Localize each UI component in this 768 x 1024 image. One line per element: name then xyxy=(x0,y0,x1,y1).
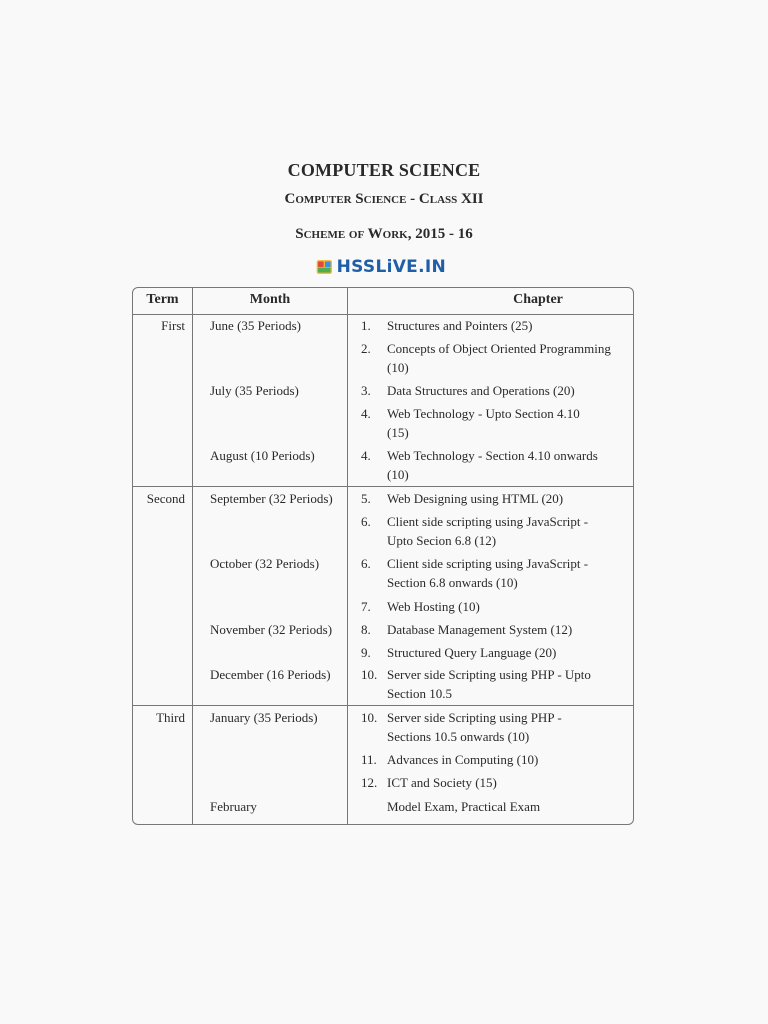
scheme-subtitle: Scheme of Work, 2015 - 16 xyxy=(295,226,473,242)
chapter-line: Web Designing using HTML (20) xyxy=(387,491,564,506)
chapter-number: 11. xyxy=(361,752,377,767)
chapter-line: Advances in Computing (10) xyxy=(387,752,539,767)
term-cell: First xyxy=(161,318,185,333)
chapter-line: Web Hosting (10) xyxy=(387,599,480,614)
header-month: Month xyxy=(249,292,291,307)
term-divider xyxy=(133,705,633,706)
chapter-number: 5. xyxy=(361,491,371,506)
chapter-line: (10) xyxy=(387,360,409,375)
chapter-text xyxy=(387,643,627,662)
month-cell: January (35 Periods) xyxy=(210,710,318,725)
class-subtitle: Computer Science - Class XII xyxy=(284,191,484,207)
term-cell: Third xyxy=(156,710,185,725)
chapter-text xyxy=(387,404,627,442)
chapter-text xyxy=(387,489,627,508)
month-cell: November (32 Periods) xyxy=(210,622,333,637)
chapter-line: Client side scripting using JavaScript - xyxy=(387,514,589,529)
chapter-text xyxy=(387,620,627,639)
hsslive-logo xyxy=(316,253,446,281)
chapter-line: Concepts of Object Oriented Programming xyxy=(387,341,611,356)
term-divider xyxy=(133,486,633,487)
logo-text: HSSLiVE.IN xyxy=(336,257,446,277)
chapter-number: 6. xyxy=(361,514,371,529)
chapter-line: (10) xyxy=(387,467,409,482)
chapter-line: Server side Scripting using PHP - xyxy=(387,710,562,725)
chapter-text xyxy=(387,750,627,769)
month-cell: June (35 Periods) xyxy=(210,318,301,333)
month-cell: September (32 Periods) xyxy=(210,491,333,506)
chapter-text xyxy=(387,665,627,703)
chapter-number: 12. xyxy=(361,775,378,790)
chapter-line: Web Technology - Upto Section 4.10 xyxy=(387,406,580,421)
chapter-number: 3. xyxy=(361,383,371,398)
header-divider xyxy=(133,314,633,315)
chapter-text xyxy=(387,554,627,592)
chapter-number: 10. xyxy=(361,667,378,682)
chapter-number: 2. xyxy=(361,341,371,356)
chapter-line: Client side scripting using JavaScript - xyxy=(387,556,589,571)
column-divider xyxy=(192,288,193,824)
scheme-table xyxy=(132,287,634,825)
chapter-line: Upto Secion 6.8 (12) xyxy=(387,533,497,548)
chapter-text xyxy=(387,773,627,792)
chapter-text xyxy=(387,381,627,400)
chapter-line: Section 6.8 onwards (10) xyxy=(387,575,518,590)
chapter-text xyxy=(387,597,627,616)
chapter-number: 6. xyxy=(361,556,371,571)
month-cell: February xyxy=(210,799,257,814)
chapter-text xyxy=(387,339,627,377)
chapter-line: Server side Scripting using PHP - Upto xyxy=(387,667,591,682)
chapter-line: Model Exam, Practical Exam xyxy=(387,799,541,814)
chapter-line: Section 10.5 xyxy=(387,686,452,701)
chapter-line: Sections 10.5 onwards (10) xyxy=(387,729,530,744)
chapter-line: Data Structures and Operations (20) xyxy=(387,383,575,398)
chapter-line: ICT and Society (15) xyxy=(387,775,497,790)
chapter-text xyxy=(387,446,627,484)
chapter-line: Structured Query Language (20) xyxy=(387,645,557,660)
header-term: Term xyxy=(146,292,179,307)
month-cell: August (10 Periods) xyxy=(210,448,315,463)
chapter-number: 8. xyxy=(361,622,371,637)
month-cell: December (16 Periods) xyxy=(210,667,331,682)
chapter-text xyxy=(387,797,627,816)
month-cell: October (32 Periods) xyxy=(210,556,320,571)
chapter-number: 4. xyxy=(361,448,371,463)
chapter-number: 4. xyxy=(361,406,371,421)
chapter-text xyxy=(387,708,627,746)
chapter-text xyxy=(387,512,627,550)
chapter-number: 1. xyxy=(361,318,371,333)
chapter-line: (15) xyxy=(387,425,409,440)
chapter-line: Web Technology - Section 4.10 onwards xyxy=(387,448,598,463)
month-cell: July (35 Periods) xyxy=(210,383,299,398)
chapter-number: 10. xyxy=(361,710,378,725)
logo-icon xyxy=(316,255,333,279)
term-cell: Second xyxy=(146,491,185,506)
page-title: COMPUTER SCIENCE xyxy=(287,160,481,180)
chapter-number: 9. xyxy=(361,645,371,660)
header-chapter: Chapter xyxy=(513,292,563,307)
chapter-line: Database Management System (12) xyxy=(387,622,573,637)
chapter-number: 7. xyxy=(361,599,371,614)
chapter-line: Structures and Pointers (25) xyxy=(387,318,533,333)
chapter-text xyxy=(387,316,627,335)
